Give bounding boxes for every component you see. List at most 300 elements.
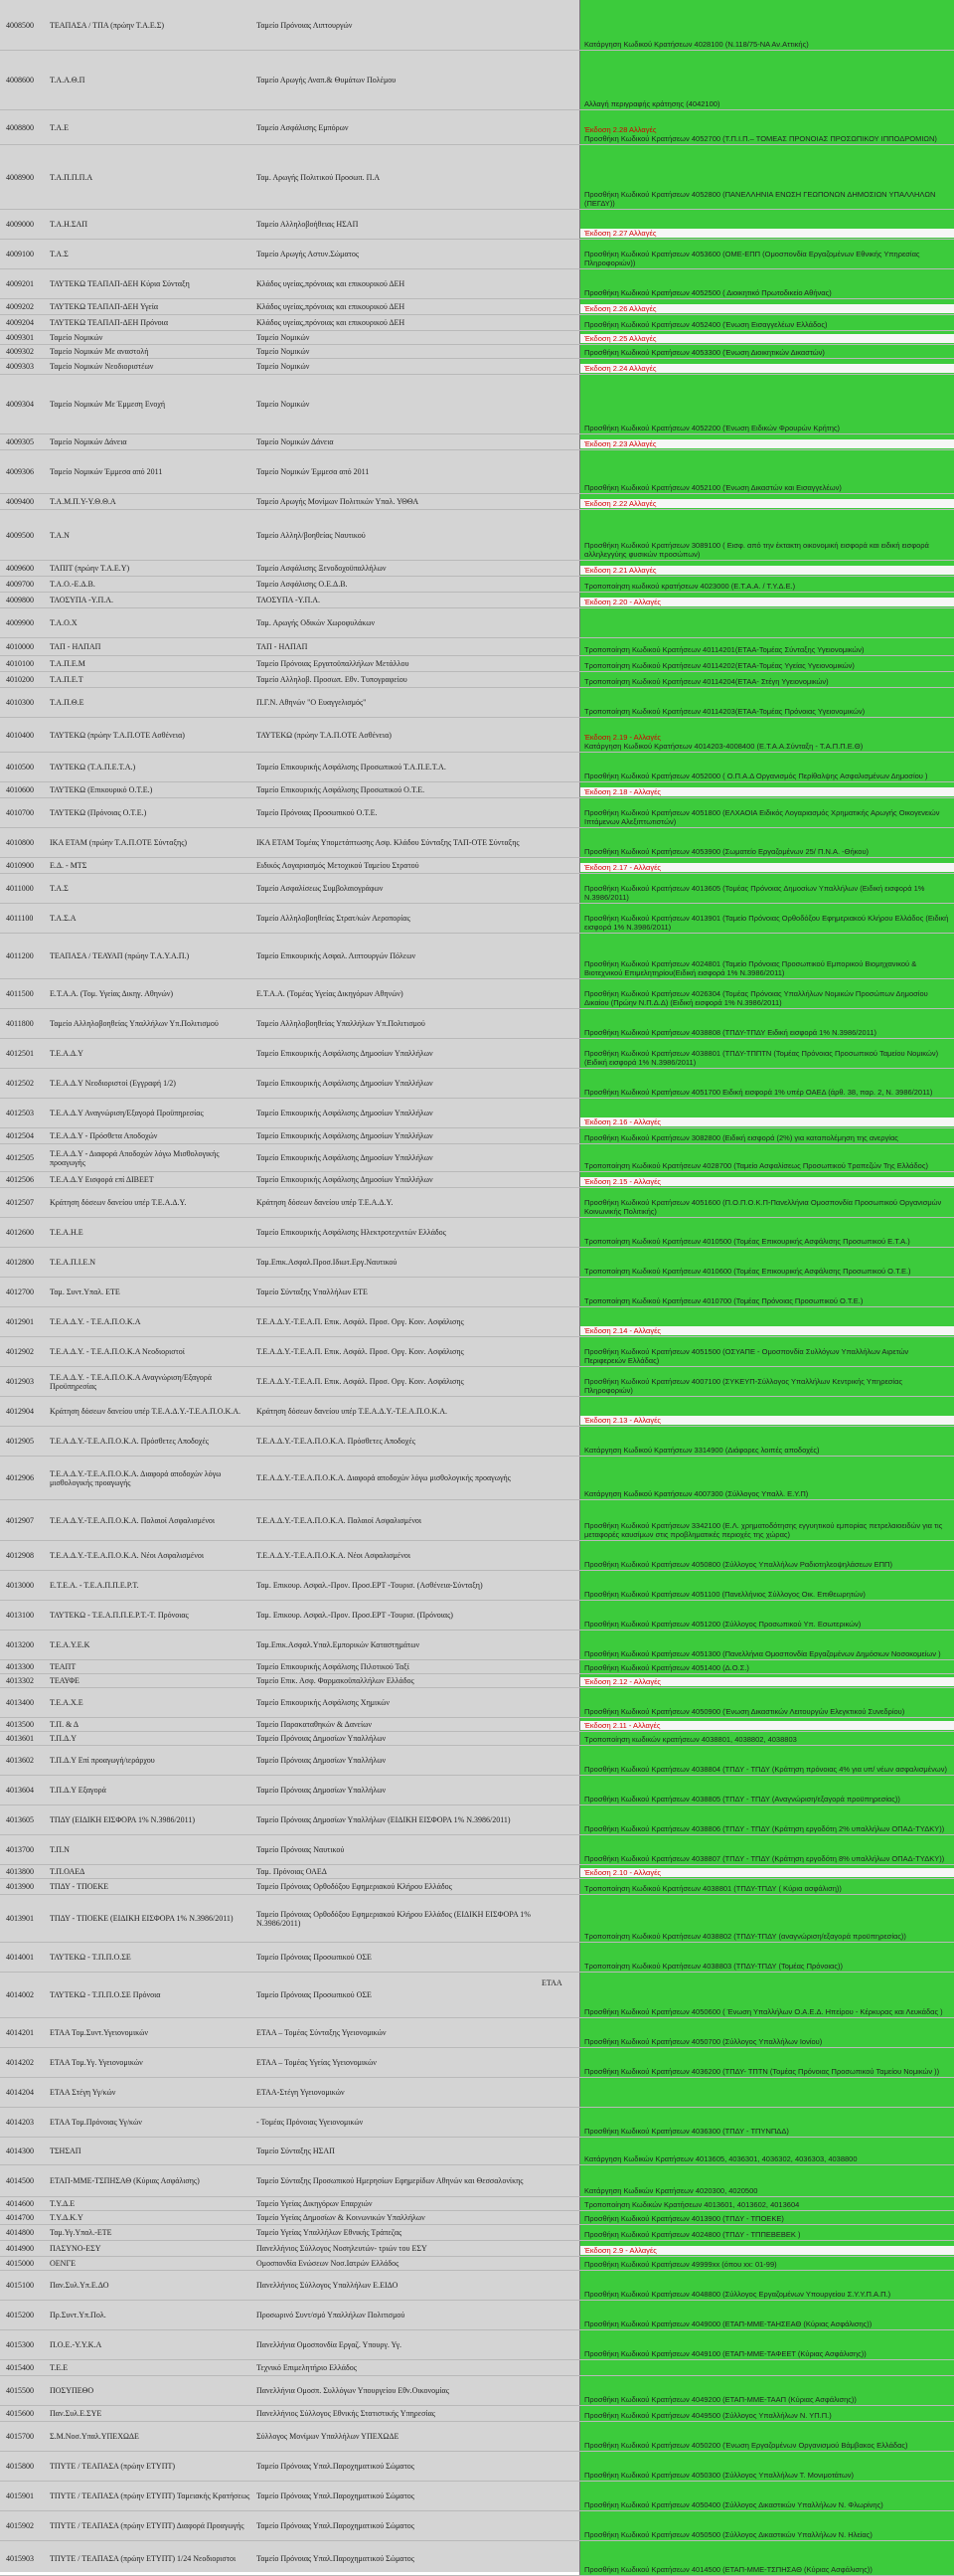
table-row bbox=[0, 672, 954, 688]
row-change-note bbox=[579, 345, 954, 358]
row-fund-name: Ταμείο Επικουρικής Ασφάλισης Δημοσίων Υπαλλήλων bbox=[256, 1153, 433, 1162]
row-fund-name: Ταμ.Επικ.Ασφαλ.Προσ.Ιδιωτ.Εργ.Ναυτικού bbox=[256, 1258, 398, 1267]
row-fund-name: Ταμείο Πρόνοιας Προσωπικού ΟΣΕ bbox=[256, 1953, 372, 1962]
row-code: 4015000 bbox=[6, 2259, 34, 2268]
table-row bbox=[0, 1500, 954, 1541]
row-code: 4012901 bbox=[6, 1317, 34, 1326]
row-change-note bbox=[579, 608, 954, 637]
row-organization: ΤΑΥΤΕΚΩ - Τ.Π.Π.Ο.ΣΕ Πρόνοια bbox=[50, 1990, 161, 1999]
change-text: Αλλαγή περιγραφής κράτησης (4042100) bbox=[584, 99, 720, 108]
row-fund-name: Ταμείο Ασφάλισης Ξενοδοχοϋπαλλήλων bbox=[256, 564, 387, 573]
row-fund-name: Τ.Ε.Α.Δ.Υ.-Τ.Ε.Α.Π. Επικ. Ασφάλ. Προσ. Οργ. Κοιν. Ασφάλισης bbox=[256, 1317, 464, 1326]
row-code: 4009500 bbox=[6, 530, 34, 540]
row-code: 4015200 bbox=[6, 2311, 34, 2319]
row-organization: Τ.Ε.Α.Δ.Υ. - Τ.Ε.Α.Π.Ο.Κ.Α bbox=[50, 1317, 141, 1326]
table-row bbox=[0, 1218, 954, 1248]
row-fund-name: ΤΑΟΣΥΠΑ -Υ.Π.Α. bbox=[256, 596, 321, 604]
row-change-note bbox=[579, 1500, 954, 1540]
version-header: Έκδοση 2.16 - Αλλαγές bbox=[580, 1117, 954, 1126]
row-organization: Ταμείο Νομικών Με Έμμεση Ενοχή bbox=[50, 400, 166, 409]
change-text: Προσθήκη Κωδικού Κρατήσεων 4052500 ( Διοικητικό Πρωτοδικείο Αθήνας) bbox=[584, 288, 832, 297]
row-change-note bbox=[579, 2211, 954, 2224]
row-organization: Τ.Α.Π.Π.Π.Α bbox=[50, 172, 93, 182]
row-fund-name: Ταμείο Ασφάλισης Ο.Ε.Δ.Β. bbox=[256, 580, 348, 589]
row-organization: Τ.Ε.Α.Δ.Υ. - Τ.Ε.Α.Π.Ο.Κ.Α Νεοδιοριστοί bbox=[50, 1347, 185, 1356]
row-fund-name: Ταμείο Επικουρικής Ασφάλισης Χημικών bbox=[256, 1698, 391, 1707]
row-fund-name: Πανελλήνιος Σύλλογος Υπαλλήλων Ε.ΕΙΔΟ bbox=[256, 2281, 398, 2290]
row-change-note bbox=[579, 1278, 954, 1306]
row-organization: Τ.Ε.Α.Π.Ι.Ε.Ν bbox=[50, 1258, 96, 1267]
row-code: 4010300 bbox=[6, 698, 34, 707]
row-code: 4009302 bbox=[6, 347, 34, 356]
change-text: Προσθήκη Κωδικού Κρατήσεων 4051100 (Πανελλήνιος Σύλλογος Οικ. Επιθεωρητών) bbox=[584, 1590, 866, 1599]
row-code: 4010500 bbox=[6, 763, 34, 772]
row-organization: ΤΑΥΤΕΚΩ ΤΕΑΠΑΠ-ΔΕΗ Κύρια Σύνταξη bbox=[50, 279, 190, 288]
row-organization: Τ.Α.Η.ΣΑΠ bbox=[50, 220, 88, 229]
table-row bbox=[0, 2225, 954, 2241]
row-code: 4012600 bbox=[6, 1228, 34, 1237]
row-fund-name: Ταμείο Αλληλ/βοηθείας Ναυτικού bbox=[256, 530, 366, 540]
version-header: Έκδοση 2.20 - Αλλαγές bbox=[580, 598, 954, 606]
change-text: Προσθήκη Κωδικού Κρατήσεων 4007100 (ΣΥΚΕΥΠ-Σύλλογος Υπαλλήλων Κεντρικής Υπηρεσίας Πληροφοριών) bbox=[584, 1377, 903, 1395]
table-row bbox=[0, 1427, 954, 1457]
row-organization: ΤΠΥΤΕ / ΤΕΑΠΑΣΑ (πρώην ΕΤΥΠΤ) 1/24 Νεοδιοριστοι bbox=[50, 2553, 237, 2563]
row-code: 4011500 bbox=[6, 989, 34, 998]
row-organization: Τ.Ε.Α.Δ.Υ.-Τ.Ε.Α.Π.Ο.Κ.Α. Παλαιοί Ασφαλισμένοι bbox=[50, 1515, 216, 1525]
row-fund-name: ΕΤΑΑ – Τομέας Σύνταξης Υγειονομικών bbox=[256, 2028, 387, 2037]
change-text: Τροποποίηση Κωδικού Κρατήσεων 4010700 (Τομέας Πρόνοιας Προσωπικού Ο.Τ.Ε.) bbox=[584, 1296, 864, 1305]
table-row bbox=[0, 2241, 954, 2257]
table-row bbox=[0, 1571, 954, 1601]
row-fund-name: ΤΑΠ - ΗΛΠΑΠ bbox=[256, 642, 308, 651]
row-fund-name: Τεχνικό Επιμελητήριο Ελλάδος bbox=[256, 2363, 357, 2372]
change-text: Προσθήκη Κωδικού Κρατήσεων 4052000 ( Ο.Π.Α.Δ Οργανισμός Περίθαλψης Ασφαλισμένων Δημοσίου ) bbox=[584, 772, 928, 780]
row-change-note bbox=[579, 561, 954, 576]
row-fund-name: ΕΤΑΑ – Τομέας Υγείας Υγειονομικών bbox=[256, 2058, 377, 2067]
row-fund-name: Ταμείο Αλληλοβ. Προσωπ. Εθν. Τυπογραφείου bbox=[256, 675, 407, 684]
row-fund-name: Ταμείο Σύνταξης Υπαλλήλων ΕΤΕ bbox=[256, 1288, 368, 1296]
row-organization: ΤΑΥΤΕΚΩ ΤΕΑΠΑΠ-ΔΕΗ Πρόνοια bbox=[50, 318, 169, 327]
table-row bbox=[0, 608, 954, 638]
row-organization: ΕΤΑΑ Τομ.Υγ. Υγειονομικών bbox=[50, 2058, 143, 2067]
row-change-note bbox=[579, 798, 954, 827]
row-code: 4009900 bbox=[6, 618, 34, 627]
row-change-note bbox=[579, 1571, 954, 1600]
row-fund-name: Ταμείο Νομικών bbox=[256, 333, 310, 342]
row-fund-name: Ταμείο Πρόνοιας Δημοσίων Υπαλλήλων bbox=[256, 1756, 387, 1765]
row-change-note bbox=[579, 450, 954, 493]
table-row bbox=[0, 2482, 954, 2511]
row-change-note bbox=[579, 904, 954, 933]
row-fund-name: Ταμείο Πρόνοιας Υπαλ.Παροχηματικού Σώματος bbox=[256, 2553, 414, 2563]
table-row bbox=[0, 2360, 954, 2376]
row-change-note bbox=[579, 1674, 954, 1687]
row-code: 4012902 bbox=[6, 1347, 34, 1356]
change-text: Προσθήκη Κωδικού Κρατήσεων 4049200 (ΕΤΑΠ-ΜΜΕ-ΤΑΑΠ (Κύριας Ασφάλισης)) bbox=[584, 2395, 857, 2404]
change-text: Τροποποίηση κωδικών κρατήσεων 4038801, 4038802, 4038803 bbox=[584, 1735, 797, 1744]
row-organization: Ε.Τ.Ε.Α. - Τ.Ε.Α.Π.Π.Ε.Ρ.Τ. bbox=[50, 1581, 139, 1590]
row-organization: Τ.Ε.Α.Δ.Υ. - Τ.Ε.Α.Π.Ο.Κ.Α Αναγνώριση/Εξαγορά Προϋπηρεσίας bbox=[50, 1372, 212, 1391]
row-change-note bbox=[579, 2078, 954, 2107]
version-header: Έκδοση 2.19 - Αλλαγές bbox=[584, 733, 662, 742]
table-row bbox=[0, 1172, 954, 1188]
row-organization: ΤΕΑΠΑΣΑ / ΤΠΑ (πρώην Τ.Α.Ε.Σ) bbox=[50, 20, 165, 30]
row-code: 4015800 bbox=[6, 2462, 34, 2471]
row-change-note bbox=[579, 2108, 954, 2137]
row-code: 4014204 bbox=[6, 2088, 34, 2097]
row-fund-name: Τ.Ε.Α.Δ.Υ.-Τ.Ε.Α.Π. Επικ. Ασφάλ. Προσ. Οργ. Κοιν. Ασφάλισης bbox=[256, 1347, 464, 1356]
change-text: Προσθήκη Κωδικού Κρατήσεων 4038804 (ΤΠΔΥ - ΤΠΔΥ (Κράτηση πρόνοιας 4% για υπ/ νέων ασφαλισμένων) bbox=[584, 1765, 947, 1774]
row-change-note bbox=[579, 494, 954, 509]
change-text: Προσθήκη Κωδικού Κρατήσεων 4050800 (Σύλλογος Υπαλλήλων Ραδιοτηλεοψηλάσεων ΕΠΠ) bbox=[584, 1560, 892, 1569]
row-change-note bbox=[579, 2197, 954, 2210]
row-fund-name: Ομοσπονδία Ενώσεων Νοσ.Ιατρών Ελλάδος bbox=[256, 2259, 399, 2268]
table-row bbox=[0, 1144, 954, 1172]
version-header: Έκδοση 2.13 - Αλλαγές bbox=[580, 1416, 954, 1425]
row-change-note bbox=[579, 1973, 954, 2017]
version-header: Έκδοση 2.17 - Αλλαγές bbox=[580, 863, 954, 872]
table-row bbox=[0, 656, 954, 672]
row-code: 4009400 bbox=[6, 497, 34, 506]
row-organization: ΤΑΥΤΕΚΩ (Τ.Α.Π.Ε.Τ.Α.) bbox=[50, 763, 136, 772]
row-fund-name: Πανελλήνιος Σύλλογος Νοσηλευτών- τριών του ΕΣΥ bbox=[256, 2244, 427, 2253]
row-fund-name: Κράτηση δόσεων δανείου υπέρ Τ.Ε.Α.Δ.Υ.-Τ.Ε.Α.Π.Ο.Κ.Α. bbox=[256, 1407, 448, 1416]
row-fund-name: Τ.Ε.Α.Δ.Υ.-Τ.Ε.Α.Π.Ο.Κ.Α. Διαφορά αποδοχών λόγω μισθολογικής προαγωγής bbox=[256, 1473, 511, 1482]
version-header: Έκδοση 2.26 Αλλαγές bbox=[580, 304, 954, 313]
row-organization: ΤΠΔΥ - ΤΠΟΕΚΕ (ΕΙΔΙΚΗ ΕΙΣΦΟΡΑ 1% Ν.3986/2011) bbox=[50, 1914, 234, 1923]
row-fund-name: Ταμείο Επικουρικής Ασφάλισης Δημοσίων Υπαλλήλων bbox=[256, 1079, 433, 1088]
row-change-note bbox=[579, 331, 954, 344]
row-fund-name: Κλάδος υγείας,πρόνοιας και επικουρικού ΔΕΗ bbox=[256, 302, 405, 311]
change-text: Προσθήκη Κωδικού Κρατήσεων 4051500 (ΟΣΥΑΠΕ - Ομοσπονδία Συλλόγων Υπαλλήλων Αιρετών Περιφερειών Ελλάδας) bbox=[584, 1347, 909, 1365]
row-fund-name: Ταμείο Αρωγής Αναπ.& Θυμάτων Πολέμου bbox=[256, 76, 397, 85]
table-row bbox=[0, 1541, 954, 1571]
row-code: 4009800 bbox=[6, 596, 34, 604]
version-header: Έκδοση 2.22 Αλλαγές bbox=[580, 499, 954, 508]
row-fund-name: Ταμείο Επικουρικής Ασφάλισης Δημοσίων Υπαλλήλων bbox=[256, 1049, 433, 1058]
row-fund-name: Ταμείο Νομικών bbox=[256, 400, 310, 409]
row-change-note bbox=[579, 1248, 954, 1277]
table-row bbox=[0, 434, 954, 450]
row-change-note bbox=[579, 1039, 954, 1068]
row-change-note bbox=[579, 979, 954, 1008]
row-fund-name: Ταμείο Ασφαλίσεως Συμβολαιογράφων bbox=[256, 884, 384, 893]
table-row bbox=[0, 1660, 954, 1674]
row-fund-name: Ταμείο Επικουρικής Ασφάλισης Δημοσίων Υπαλλήλων bbox=[256, 1109, 433, 1117]
change-text: Προσθήκη Κωδικού Κρατήσεων 4036200 (ΤΠΔΥ- ΤΠΤΝ (Τομέας Πρόνοιας Προσωπικού Ταμείου Νομικών )) bbox=[584, 2067, 940, 2076]
row-code: 4013602 bbox=[6, 1756, 34, 1765]
row-change-note bbox=[579, 577, 954, 592]
row-fund-name: Ταμείο Επικουρικής Ασφάλισης Προσωπικού Τ.Α.Π.Ε.Τ.Α. bbox=[256, 763, 446, 772]
change-text: Προσθήκη Κωδικού Κρατήσεων 4052100 (Ένωση Δικαστών και Εισαγγελέων) bbox=[584, 483, 842, 492]
table-row bbox=[0, 1835, 954, 1865]
table-row bbox=[0, 1009, 954, 1039]
row-code: 4009700 bbox=[6, 580, 34, 589]
table-row bbox=[0, 2452, 954, 2482]
row-change-note bbox=[579, 1688, 954, 1717]
row-organization: ΟΕΝΓΕ bbox=[50, 2259, 76, 2268]
row-code: 4011000 bbox=[6, 884, 34, 893]
row-code: 4014700 bbox=[6, 2213, 34, 2222]
row-code: 4008500 bbox=[6, 20, 34, 30]
row-organization: Τ.Υ.Δ.Ε bbox=[50, 2199, 76, 2208]
row-code: 4012503 bbox=[6, 1109, 34, 1117]
row-code: 4010700 bbox=[6, 808, 34, 817]
row-code: 4013601 bbox=[6, 1734, 34, 1743]
change-text: Τροποποίηση Κωδικού Κρατήσεων 4038802 (ΤΠΔΥ-ΤΠΔΥ (αναγνώριση/εξαγορά προϋπηρεσίας)) bbox=[584, 1932, 906, 1941]
row-code: 4009306 bbox=[6, 467, 34, 476]
row-change-note bbox=[579, 2301, 954, 2329]
table-row bbox=[0, 1943, 954, 1973]
row-change-note bbox=[579, 359, 954, 374]
row-change-note bbox=[579, 1631, 954, 1659]
change-text: Προσθήκη Κωδικού Κρατήσεων 4052200 (Ένωση Ειδικών Φρουρών Κρήτης) bbox=[584, 424, 841, 432]
table-row bbox=[0, 904, 954, 934]
row-code: 4010900 bbox=[6, 861, 34, 870]
change-text: Προσθήκη Κωδικού Κρατήσεων 4049500 (Σύλλογος Υπαλλήλων Ν. ΥΠ.Π.) bbox=[584, 2411, 832, 2420]
change-text: Προσθήκη Κωδικού Κρατήσεων 4038808 (ΤΠΔΥ-ΤΠΔΥ Ειδική εισφορά 1% Ν.3986/2011) bbox=[584, 1028, 876, 1037]
change-text: Προσθήκη Κωδικού Κρατήσεων 4013900 (ΤΠΔΥ - ΤΠΟΕΚΕ) bbox=[584, 2214, 784, 2223]
row-change-note bbox=[579, 510, 954, 560]
row-fund-name: ΙΚΑ ΕΤΑΜ Τομέας Υπομετάπτωσης Ασφ. Κλάδου Σύνταξης ΤΑΠ-ΟΤΕ Σύνταξης bbox=[256, 838, 520, 847]
row-change-note bbox=[579, 2452, 954, 2481]
row-change-note bbox=[579, 1805, 954, 1834]
row-organization: Τ.Π.Ν bbox=[50, 1845, 70, 1854]
row-organization: Τ.Α.Μ.Π.Υ-Υ.Θ.Θ.Α bbox=[50, 497, 116, 506]
table-row bbox=[0, 2271, 954, 2301]
row-organization: Τ.Α.Ε bbox=[50, 122, 69, 132]
row-code: 4009204 bbox=[6, 318, 34, 327]
row-fund-name: Ταμείο Υγείας Δημοσίων & Κοινωνικών Υπαλλήλων bbox=[256, 2213, 425, 2222]
row-organization: Ταμείο Νομικών bbox=[50, 333, 103, 342]
table-row bbox=[0, 269, 954, 299]
row-change-note bbox=[579, 828, 954, 857]
row-change-note bbox=[579, 1732, 954, 1745]
row-code: 4014800 bbox=[6, 2228, 34, 2237]
table-row bbox=[0, 1732, 954, 1746]
change-text: Κατάργηση Κωδικών Κρατήσεων 4020300, 4020500 bbox=[584, 2186, 758, 2195]
row-fund-name: Ταμείο Επικουρικής Ασφάλισης Πιλοτικού Ταξί bbox=[256, 1662, 409, 1671]
change-text: Τροποποίηση Κωδικού Κρατήσεων 40114201(ΕΤΑΑ-Τομέας Σύνταξης Υγειονομικών) bbox=[584, 645, 865, 654]
row-fund-name: Ταμείο Πρόνοιας Υπαλ.Παροχηματικού Σώματος bbox=[256, 2491, 414, 2500]
row-organization: ΕΤΑΑ Τομ.Πρόνοιας Υγ/κών bbox=[50, 2118, 142, 2127]
table-row bbox=[0, 2376, 954, 2406]
row-change-note bbox=[579, 375, 954, 433]
row-code: 4013200 bbox=[6, 1640, 34, 1649]
row-code: 4008800 bbox=[6, 122, 34, 132]
table-row bbox=[0, 1879, 954, 1895]
version-header: Έκδοση 2.15 - Αλλαγές bbox=[580, 1177, 954, 1186]
row-code: 4012501 bbox=[6, 1049, 34, 1058]
row-change-note bbox=[579, 269, 954, 298]
table-row bbox=[0, 2165, 954, 2197]
change-text: Προσθήκη Κωδικού Κρατήσεων 4051800 (ΕΛΧΑΟΙΑ Ειδικός Λογαριασμός Χρηματικής Αρωγής Οικογενειών Ιπτάμενων Αλεξιπτωτιστών) bbox=[584, 808, 940, 826]
row-organization: ΤΑΥΤΕΚΩ - Τ.Π.Π.Ο.ΣΕ bbox=[50, 1953, 131, 1962]
row-fund-name: Τ.Ε.Α.Δ.Υ.-Τ.Ε.Α.Π.Ο.Κ.Α. Πρόσθετες Αποδοχές bbox=[256, 1437, 415, 1446]
row-fund-name: Ταμείο Πρόνοιας Ναυτικού bbox=[256, 1845, 345, 1854]
table-row bbox=[0, 315, 954, 331]
row-fund-name: Ταμείο Πρόνοιας Προσωπικού ΟΣΕ bbox=[256, 1990, 372, 1999]
change-text: Προσθήκη Κωδικού Κρατήσεων 3082800 (Ειδική εισφορά (2%) για καταπολέμηση της ανεργίας bbox=[584, 1133, 898, 1142]
table-row bbox=[0, 1457, 954, 1500]
row-code: 4009201 bbox=[6, 279, 34, 288]
version-header: Έκδοση 2.18 - Αλλαγές bbox=[580, 787, 954, 796]
row-fund-name: ΤΑΥΤΕΚΩ (πρώην Τ.Α.Π.ΟΤΕ Ασθένεια) bbox=[256, 730, 392, 740]
row-organization: Ταμείο Νομικών Δάνεια bbox=[50, 437, 127, 446]
version-header: Έκδοση 2.9 - Αλλαγές bbox=[580, 2246, 954, 2255]
row-organization: ΤΕΑΠΑΣΑ / ΤΕΑΥΑΠ (πρώην Τ.Α.Υ.Α.Π.) bbox=[50, 951, 190, 960]
change-text: Προσθήκη Κωδικού Κρατήσεων 3342100 (Ε.Λ. χρηματοδότησης εγγυητικού εμπορίας πετρελαιοειδών για τις μεταφορές καυσίμων στις προβληματικές περιοχές της χώρας) bbox=[584, 1521, 943, 1539]
change-text: Προσθήκη Κωδικού Κρατήσεων 4051600 (Π.Ο.Π.Ο.Κ.Π-Πανελλήνια Ομοσπονδία Προσωπικού Οργανισμών Κοινωνικής Πολιτικής) bbox=[584, 1198, 942, 1216]
table-row bbox=[0, 1865, 954, 1879]
row-fund-name: Ταμείο Πρόνοιας Ορθοδόξου Εφημεριακού Κλήρου Ελλάδος bbox=[256, 1882, 452, 1891]
row-organization: Σ.Μ.Νοσ.Υπαλ.ΥΠΕΧΩΔΕ bbox=[50, 2432, 139, 2441]
table-row bbox=[0, 210, 954, 240]
row-fund-name: Πανελλήνια Ομοσπονδία Εργαζ. Υπουργ. Υγ. bbox=[256, 2340, 402, 2349]
change-text: Προσθήκη Κωδικού Κρατήσεων 4050400 (Σύλλογος Δικαστικών Υπαλλήλων Ν. Φλωρίνης) bbox=[584, 2500, 883, 2509]
row-fund-name: Ταμείο Νομικών bbox=[256, 362, 310, 371]
row-change-note bbox=[579, 1128, 954, 1143]
row-organization: Τ.Ε.Α.Υ.Ε.Κ bbox=[50, 1640, 90, 1649]
row-organization: Ε.Δ. - ΜΤΣ bbox=[50, 861, 87, 870]
change-text: Κατάργηση Κωδικού Κρατήσεων 4007300 (Σύλλογος Υπαλλ. Ε.Υ.Π) bbox=[584, 1489, 809, 1498]
row-change-note bbox=[579, 1144, 954, 1171]
row-fund-name: Προσωρινό Συντ/σμό Υπαλλήλων Πολιτισμού bbox=[256, 2311, 405, 2319]
row-code: 4009301 bbox=[6, 333, 34, 342]
change-text: Προσθήκη Κωδικού Κρατήσεων 4024800 (ΤΠΔΥ - ΤΠΠΕΒΕΒΕΚ ) bbox=[584, 2230, 801, 2239]
row-fund-name: Ταμείο Πρόνοιας Δημοσίων Υπαλλήλων bbox=[256, 1786, 387, 1795]
row-organization: Τ.Α.Ο.-Ε.Δ.Β. bbox=[50, 580, 95, 589]
table-row bbox=[0, 51, 954, 110]
row-code: 4014001 bbox=[6, 1953, 34, 1962]
table-row bbox=[0, 375, 954, 434]
row-code: 4015300 bbox=[6, 2340, 34, 2349]
row-code: 4013900 bbox=[6, 1882, 34, 1891]
row-change-note bbox=[579, 51, 954, 109]
row-fund-name: Ταμείο Πρόνοιας Υπαλ.Παροχηματικού Σώματος bbox=[256, 2462, 414, 2471]
row-code: 4011200 bbox=[6, 951, 34, 960]
row-change-note bbox=[579, 2511, 954, 2540]
row-fund-name: Ταμείο Πρόνοιας Λιπτουργών bbox=[256, 20, 353, 30]
table-row bbox=[0, 577, 954, 593]
change-text: Προσθήκη Κωδικού Κρατήσεων 4050300 (Σύλλογος Υπαλλήλων Τ. Μονιμοτάτων) bbox=[584, 2471, 854, 2480]
row-change-note bbox=[579, 145, 954, 209]
row-change-note bbox=[579, 934, 954, 978]
row-fund-name: Ταμείο Νομικών bbox=[256, 347, 310, 356]
table-row bbox=[0, 2257, 954, 2271]
row-fund-name: Ταμ.Επικ.Ασφαλ.Υπαλ.Εμπορικών Καταστημάτων bbox=[256, 1640, 420, 1649]
row-fund-name: Ταμ. Επικουρ. Ασφαλ.-Προν. Προσ.ΕΡΤ -Τουρισ. (Πρόνοιας) bbox=[256, 1611, 453, 1620]
row-change-note bbox=[579, 782, 954, 797]
row-code: 4008600 bbox=[6, 76, 34, 85]
change-text: Προσθήκη Κωδικού Κρατήσεων 4052800 (ΠΑΝΕΛΛΗΝΙΑ ΕΝΩΣΗ ΓΕΩΠΟΝΩΝ ΔΗΜΟΣΙΩΝ ΥΠΑΛΛΗΛΩΝ (ΠΕΓΔΥ)) bbox=[584, 190, 936, 208]
row-fund-name: Ταμ. Αρωγής Οδικών Χωροφυλάκων bbox=[256, 618, 376, 627]
table-row bbox=[0, 2541, 954, 2576]
table-row bbox=[0, 1307, 954, 1337]
row-fund-name: Ταμείο Ασφάλισης Εμπόρων bbox=[256, 122, 349, 132]
change-text: Προσθήκη Κωδικού Κρατήσεων 4053600 (ΟΜΕ-ΕΠΠ (Ομοσπονδία Εργαζομένων Εθνικής Υπηρεσίας Πληροφοριών)) bbox=[584, 250, 920, 267]
table-row bbox=[0, 2048, 954, 2078]
row-fund-name: Ταμείο Αρωγής Μονίμων Πολιτικών Υπαλ. ΥΘΘΑ bbox=[256, 497, 419, 506]
row-code: 4013500 bbox=[6, 1720, 34, 1729]
row-organization: Ταμείο Νομικών Νεοδιοριστέων bbox=[50, 362, 154, 371]
row-code: 4012800 bbox=[6, 1258, 34, 1267]
change-text: Κατάργηση Κωδικών Κρατήσεων 4013605, 4036301, 4036302, 4036303, 4038800 bbox=[584, 2154, 858, 2163]
row-organization: Τ.Α.Π.Ε.Μ bbox=[50, 659, 85, 668]
table-row bbox=[0, 0, 954, 51]
row-change-note bbox=[579, 2165, 954, 2196]
change-text: Προσθήκη Κωδικού Κρατήσεων 4024801 (Ταμείο Πρόνοιας Προσωπικού Εμπορικού Βιομηχανικού & Βιοτεχνικού Επιμελητηρίου(Ειδική εισφορά 1% Ν.3986/2011) bbox=[584, 959, 917, 977]
row-code: 4012903 bbox=[6, 1377, 34, 1386]
row-code: 4014203 bbox=[6, 2118, 34, 2127]
row-organization: Παν.Συλ.Ε.ΣΥΕ bbox=[50, 2409, 102, 2418]
row-change-note bbox=[579, 753, 954, 781]
change-text: Προσθήκη Κωδικού Κρατήσεων 4038801 (ΤΠΔΥ-ΤΠΠΤΝ (Τομέας Πρόνοιας Προσωπικού Ταμείου Νομικών) (Ειδική εισφορά 1% Ν.3986/2011) bbox=[584, 1049, 939, 1067]
change-text: Τροποποίηση Κωδικού Κρατήσεων 4010500 (Τομέας Επικουρικής Ασφάλισης Προσωπικού Ε.Τ.Α.) bbox=[584, 1237, 910, 1246]
row-organization: Τ.Ε.Α.Δ.Υ Αναγνώριση/Εξαγορά Προϋπηρεσίας bbox=[50, 1109, 204, 1117]
row-change-note bbox=[579, 2241, 954, 2256]
row-change-note bbox=[579, 1009, 954, 1038]
row-fund-name: Ταμείο Υγείας Δικηγόρων Επαρχιών bbox=[256, 2199, 373, 2208]
row-change-note bbox=[579, 1397, 954, 1426]
row-change-note bbox=[579, 0, 954, 50]
table-row bbox=[0, 753, 954, 782]
table-row bbox=[0, 145, 954, 210]
row-change-note bbox=[579, 110, 954, 144]
row-organization: Τ.Ε.Α.Δ.Υ - Διαφορά Αποδοχών λόγω Μισθολογικής προαγωγής bbox=[50, 1148, 220, 1167]
row-fund-name: Τ.Ε.Α.Δ.Υ.-Τ.Ε.Α.Π.Ο.Κ.Α. Παλαιοί Ασφαλισμένοι bbox=[256, 1515, 422, 1525]
row-fund-name: Ταμ. Αρωγής Πολιτικού Προσωπ. Π.Α bbox=[256, 172, 381, 182]
row-change-note bbox=[579, 299, 954, 314]
row-change-note bbox=[579, 1307, 954, 1336]
row-change-note bbox=[579, 1601, 954, 1630]
row-code: 4012502 bbox=[6, 1079, 34, 1088]
row-organization: ΤΑΥΤΕΚΩ (Επικουρικό Ο.Τ.Ε.) bbox=[50, 785, 153, 794]
row-organization: Ταμ. Συντ.Υπαλ. ΕΤΕ bbox=[50, 1288, 120, 1296]
row-code: 4010200 bbox=[6, 675, 34, 684]
change-text: Τροποποίηση κωδικού κρατήσεων 4023000 (Ε.Τ.Α.Α. / Τ.Υ.Δ.Ε.) bbox=[584, 582, 796, 591]
table-row bbox=[0, 2197, 954, 2211]
change-text: Προσθήκη Κωδικού Κρατήσεων 4026304 (Τομέας Πρόνοιας Υπαλλήλων Νομικών Προσώπων Δημοσίου Δικαίου (Πρώην Ν.Π.Δ.Δ) (Ειδική εισφορά 1% Ν.3986/2011) bbox=[584, 989, 928, 1007]
row-organization: Τ.Ε.Α.Η.Ε bbox=[50, 1228, 83, 1237]
table-row bbox=[0, 718, 954, 753]
row-code: 4013302 bbox=[6, 1676, 34, 1685]
table-row bbox=[0, 331, 954, 345]
row-organization: ΤΑΥΤΕΚΩ ΤΕΑΠΑΠ-ΔΕΗ Υγεία bbox=[50, 302, 159, 311]
table-row bbox=[0, 1601, 954, 1631]
change-text: Προσθήκη Κωδικού Κρατήσεων 4050500 (Σύλλογος Δικαστικών Υπαλλήλων Ν. Ηλείας) bbox=[584, 2530, 873, 2539]
change-text: Κατάργηση Κωδικού Κρατήσεων 4028100 (Ν.118/75-ΝΑ Αν.Αττικής) bbox=[584, 40, 809, 49]
row-code: 4012504 bbox=[6, 1131, 34, 1140]
row-change-note bbox=[579, 1337, 954, 1366]
table-row bbox=[0, 782, 954, 798]
version-header: Έκδοση 2.23 Αλλαγές bbox=[580, 439, 954, 448]
row-fund-name: Κλάδος υγείας,πρόνοιας και επικουρικού ΔΕΗ bbox=[256, 318, 405, 327]
table-row bbox=[0, 1188, 954, 1218]
row-organization: ΤΕΑΠΤ bbox=[50, 1662, 77, 1671]
row-code: 4010400 bbox=[6, 730, 34, 740]
table-row bbox=[0, 2108, 954, 2138]
row-fund-name: Ταμείο Πρόνοιας Δημοσίων Υπαλλήλων (ΕΙΔΙΚΗ ΕΙΣΦΟΡΑ 1% Ν.3986/2011) bbox=[256, 1815, 511, 1824]
row-fund-name: Ταμείο Αλληλοβοήθειας ΗΣΑΠ bbox=[256, 220, 359, 229]
row-code: 4009303 bbox=[6, 362, 34, 371]
row-organization: Τ.Α.Σ bbox=[50, 250, 69, 258]
row-fund-name: Κλάδος υγείας,πρόνοιας και επικουρικού ΔΕΗ bbox=[256, 279, 405, 288]
version-header: Έκδοση 2.11 - Αλλαγές bbox=[580, 1721, 954, 1730]
table-row bbox=[0, 2511, 954, 2541]
row-change-note bbox=[579, 1746, 954, 1775]
row-organization: ΠΑΣΥΝΟ-ΕΣΥ bbox=[50, 2244, 101, 2253]
